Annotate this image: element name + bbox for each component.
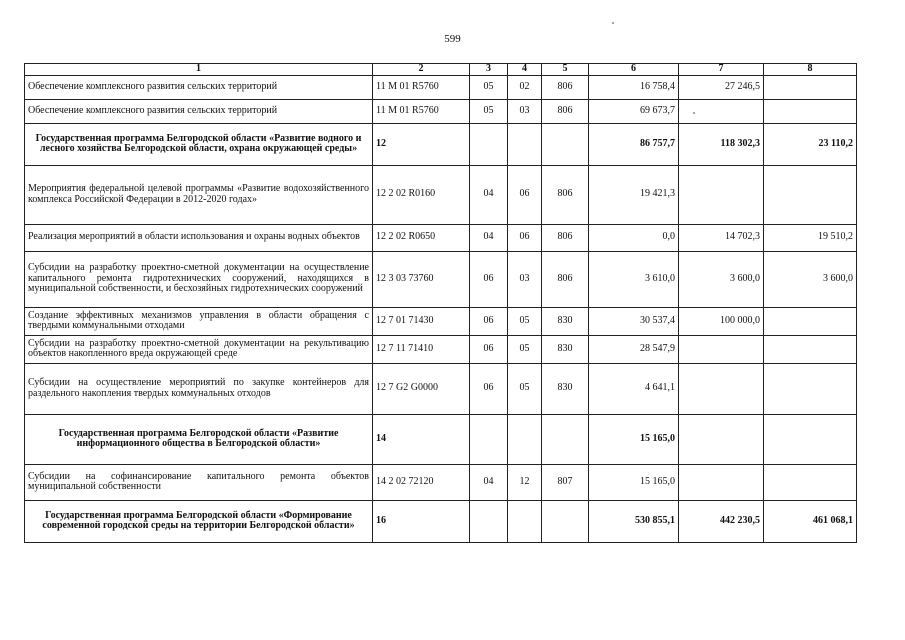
row-value-8	[764, 165, 857, 224]
header-col-8: 8	[764, 64, 857, 76]
row-subsection: 05	[508, 363, 542, 414]
row-expense-type: 806	[542, 75, 589, 99]
row-subsection: 03	[508, 99, 542, 123]
row-section: 05	[470, 75, 508, 99]
row-name: Создание эффективных механизмов управления в области обращения с твердыми коммунальными отходами	[25, 307, 373, 335]
row-value-8	[764, 99, 857, 123]
page-number: 599	[444, 33, 461, 45]
row-value-6: 69 673,7	[589, 99, 679, 123]
row-value-6: 4 641,1	[589, 363, 679, 414]
table-row	[25, 307, 857, 335]
row-section: 06	[470, 307, 508, 335]
row-value-7	[679, 363, 764, 414]
row-name: Субсидии на осуществление мероприятий по закупке контейнеров для раздельного накопления твердых коммунальных отходов	[25, 363, 373, 414]
row-section	[470, 414, 508, 464]
row-expense-type: 806	[542, 224, 589, 251]
table-row	[25, 99, 857, 123]
row-subsection	[508, 414, 542, 464]
row-value-6: 19 421,3	[589, 165, 679, 224]
row-code: 16	[373, 500, 470, 542]
table-row	[25, 224, 857, 251]
row-subsection	[508, 500, 542, 542]
program-row	[25, 500, 857, 542]
row-name: Обеспечение комплексного развития сельских территорий	[25, 99, 373, 123]
row-value-7	[679, 464, 764, 500]
row-code: 12 7 01 71430	[373, 307, 470, 335]
row-value-8: 3 600,0	[764, 251, 857, 307]
row-value-8	[764, 414, 857, 464]
row-section: 06	[470, 363, 508, 414]
row-value-6: 530 855,1	[589, 500, 679, 542]
row-subsection: 05	[508, 307, 542, 335]
program-name: Государственная программа Белгородской области «Развитие водного и лесного хозяйства Белгородской области, охрана окружающей среды»	[25, 123, 373, 165]
row-section: 04	[470, 464, 508, 500]
table-row	[25, 335, 857, 363]
row-subsection: 06	[508, 165, 542, 224]
program-row	[25, 123, 857, 165]
row-subsection: 12	[508, 464, 542, 500]
row-code: 12 3 03 73760	[373, 251, 470, 307]
row-name: Субсидии на софинансирование капитального ремонта объектов муниципальной собственности	[25, 464, 373, 500]
row-value-7: 14 702,3	[679, 224, 764, 251]
row-value-6: 15 165,0	[589, 414, 679, 464]
row-value-8	[764, 75, 857, 99]
row-value-6: 86 757,7	[589, 123, 679, 165]
row-value-6: 15 165,0	[589, 464, 679, 500]
header-col-2: 2	[373, 64, 470, 76]
row-value-8: 19 510,2	[764, 224, 857, 251]
row-value-6: 16 758,4	[589, 75, 679, 99]
row-expense-type: 830	[542, 335, 589, 363]
row-subsection: 03	[508, 251, 542, 307]
row-section: 06	[470, 335, 508, 363]
row-name: Мероприятия федеральной целевой программы «Развитие водохозяйственного комплекса Российской Федерации в 2012-2020 годах»	[25, 165, 373, 224]
row-value-8	[764, 464, 857, 500]
row-expense-type	[542, 500, 589, 542]
header-col-7: 7	[679, 64, 764, 76]
scan-speck	[612, 22, 614, 24]
row-subsection	[508, 123, 542, 165]
program-row	[25, 414, 857, 464]
program-name: Государственная программа Белгородской области «Формирование современной городской среды на территории Белгородской области»	[25, 500, 373, 542]
row-section: 04	[470, 165, 508, 224]
row-value-6: 30 537,4	[589, 307, 679, 335]
row-value-7	[679, 99, 764, 123]
header-row	[25, 64, 857, 76]
row-section: 05	[470, 99, 508, 123]
row-value-8	[764, 335, 857, 363]
table-row	[25, 464, 857, 500]
header-col-1: 1	[25, 64, 373, 76]
row-value-6: 0,0	[589, 224, 679, 251]
row-subsection: 02	[508, 75, 542, 99]
row-value-8: 461 068,1	[764, 500, 857, 542]
header-col-5: 5	[542, 64, 589, 76]
row-code: 14 2 02 72120	[373, 464, 470, 500]
row-value-8	[764, 363, 857, 414]
row-value-7: 100 000,0	[679, 307, 764, 335]
row-expense-type	[542, 414, 589, 464]
header-col-4: 4	[508, 64, 542, 76]
row-expense-type: 806	[542, 251, 589, 307]
row-code: 14	[373, 414, 470, 464]
row-value-7	[679, 414, 764, 464]
row-code: 12 2 02 R0650	[373, 224, 470, 251]
table-row	[25, 363, 857, 414]
row-value-7: 3 600,0	[679, 251, 764, 307]
row-expense-type: 830	[542, 363, 589, 414]
row-section	[470, 123, 508, 165]
row-code: 12 7 11 71410	[373, 335, 470, 363]
row-value-7: 27 246,5	[679, 75, 764, 99]
row-section: 06	[470, 251, 508, 307]
row-value-8: 23 110,2	[764, 123, 857, 165]
row-code: 12	[373, 123, 470, 165]
row-section: 04	[470, 224, 508, 251]
header-col-3: 3	[470, 64, 508, 76]
row-subsection: 05	[508, 335, 542, 363]
scan-speck	[693, 112, 695, 114]
row-value-7: 442 230,5	[679, 500, 764, 542]
row-code: 11 М 01 R5760	[373, 75, 470, 99]
row-code: 11 М 01 R5760	[373, 99, 470, 123]
program-name: Государственная программа Белгородской области «Развитие информационного общества в Белгородской области»	[25, 414, 373, 464]
table-row	[25, 75, 857, 99]
row-code: 12 2 02 R0160	[373, 165, 470, 224]
row-expense-type: 806	[542, 99, 589, 123]
row-expense-type: 806	[542, 165, 589, 224]
row-code: 12 7 G2 G0000	[373, 363, 470, 414]
table-row	[25, 165, 857, 224]
row-subsection: 06	[508, 224, 542, 251]
row-value-6: 28 547,9	[589, 335, 679, 363]
row-value-7: 118 302,3	[679, 123, 764, 165]
row-expense-type	[542, 123, 589, 165]
row-section	[470, 500, 508, 542]
header-col-6: 6	[589, 64, 679, 76]
row-name: Субсидии на разработку проектно-сметной документации на осуществление капитального ремонта гидротехнических сооружений, находящихся в муниципальной собственности, и бесхозяйных гидротехнических сооружений	[25, 251, 373, 307]
row-expense-type: 830	[542, 307, 589, 335]
row-expense-type: 807	[542, 464, 589, 500]
budget-table	[24, 63, 857, 543]
row-value-7	[679, 165, 764, 224]
row-name: Реализация мероприятий в области использования и охраны водных объектов	[25, 224, 373, 251]
table-row	[25, 251, 857, 307]
row-name: Субсидии на разработку проектно-сметной документации на рекультивацию объектов накопленного вреда окружающей среде	[25, 335, 373, 363]
row-value-7	[679, 335, 764, 363]
row-value-8	[764, 307, 857, 335]
row-name: Обеспечение комплексного развития сельских территорий	[25, 75, 373, 99]
row-value-6: 3 610,0	[589, 251, 679, 307]
